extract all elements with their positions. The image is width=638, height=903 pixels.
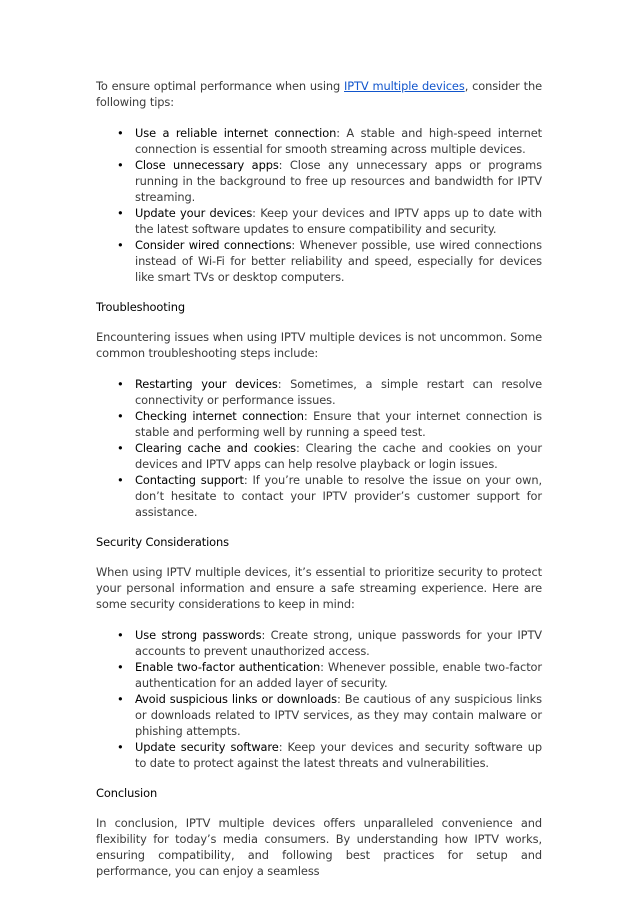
list-item xyxy=(96,408,542,440)
bullet-icon: • xyxy=(117,377,124,391)
intro-paragraph xyxy=(96,78,542,110)
troubleshooting-paragraph: Encountering issues when using IPTV multiple devices is not uncommon. Some common troubleshooting steps include: xyxy=(96,330,542,360)
list-item-term: Use strong passwords xyxy=(135,628,262,642)
list-item-term: Use a reliable internet connection xyxy=(135,126,337,140)
list-item xyxy=(96,739,542,771)
bullet-icon: • xyxy=(117,740,124,754)
list-item-term: Avoid suspicious links or downloads xyxy=(135,692,338,706)
security-list xyxy=(96,627,542,771)
list-item xyxy=(96,125,542,157)
list-item-text: : If you’re unable to resolve the issue on your own, don’t hesitate to contact your IPTV provider’s customer support for assistance. xyxy=(135,473,542,519)
list-item xyxy=(96,440,542,472)
list-item-term: Update your devices xyxy=(135,206,253,220)
list-item-text: : Whenever possible, enable two-factor authentication for an added layer of security. xyxy=(135,660,543,690)
bullet-icon: • xyxy=(117,126,124,140)
conclusion-paragraph: In conclusion, IPTV multiple devices offers unparalleled convenience and flexibility for today’s media consumers. By understanding how IPTV works, ensuring compatibility, and following best practices for setup and performance, you can enjoy a seamless xyxy=(96,816,542,878)
list-item-term: Contacting support xyxy=(135,473,244,487)
tips-list xyxy=(96,125,542,285)
bullet-icon: • xyxy=(117,409,124,423)
list-item xyxy=(96,157,542,205)
list-item xyxy=(96,691,542,739)
list-item xyxy=(96,237,542,285)
list-item xyxy=(96,205,542,237)
troubleshooting-heading: Troubleshooting xyxy=(96,300,185,314)
list-item-text: : Keep your devices and security software up to date to protect against the latest threats and vulnerabilities. xyxy=(135,740,542,770)
list-item-term: Restarting your devices xyxy=(135,377,278,391)
security-paragraph: When using IPTV multiple devices, it’s essential to prioritize security to protect your personal information and ensure a safe streaming experience. Here are some security considerations to keep in mind: xyxy=(96,565,542,611)
iptv-multiple-devices-link[interactable]: IPTV multiple devices xyxy=(344,79,465,93)
list-item-term: Update security software xyxy=(135,740,279,754)
list-item-term: Enable two-factor authentication xyxy=(135,660,321,674)
list-item-text: : Sometimes, a simple restart can resolve connectivity or performance issues. xyxy=(135,377,542,407)
intro-text-after: , consider the following tips: xyxy=(96,79,542,109)
list-item-term: Consider wired connections xyxy=(135,238,292,252)
list-item-text: : Close any unnecessary apps or programs running in the background to free up resources and bandwidth for IPTV streaming. xyxy=(135,158,543,204)
list-item-text: : A stable and high-speed internet connection is essential for smooth streaming across multiple devices. xyxy=(135,126,542,156)
list-item-text: : Create strong, unique passwords for your IPTV accounts to prevent unauthorized access. xyxy=(135,628,542,658)
list-item-text: : Be cautious of any suspicious links or downloads related to IPTV services, as they may contain malware or phishing attempts. xyxy=(135,692,542,738)
list-item-text: : Clearing the cache and cookies on your devices and IPTV apps can help resolve playback or login issues. xyxy=(135,441,542,471)
list-item xyxy=(96,376,542,408)
bullet-icon: • xyxy=(117,158,124,172)
list-item xyxy=(96,472,542,520)
conclusion-heading: Conclusion xyxy=(96,786,158,800)
list-item xyxy=(96,627,542,659)
security-heading: Security Considerations xyxy=(96,535,229,549)
bullet-icon: • xyxy=(117,473,124,487)
troubleshooting-list xyxy=(96,376,542,520)
list-item xyxy=(96,659,542,691)
list-item-text: : Whenever possible, use wired connections instead of Wi-Fi for better reliability and speed, especially for devices like smart TVs or desktop computers. xyxy=(135,238,542,284)
list-item-term: Clearing cache and cookies xyxy=(135,441,296,455)
list-item-term: Checking internet connection xyxy=(135,409,304,423)
intro-text-before: To ensure optimal performance when using xyxy=(96,79,345,93)
bullet-icon: • xyxy=(117,660,124,674)
bullet-icon: • xyxy=(117,441,124,455)
bullet-icon: • xyxy=(117,692,124,706)
list-item-term: Close unnecessary apps xyxy=(135,158,279,172)
bullet-icon: • xyxy=(117,628,124,642)
list-item-text: : Ensure that your internet connection is stable and performing well by running a speed test. xyxy=(135,409,542,439)
bullet-icon: • xyxy=(117,206,124,220)
bullet-icon: • xyxy=(117,238,124,252)
list-item-text: : Keep your devices and IPTV apps up to date with the latest software updates to ensure compatibility and security. xyxy=(135,206,542,236)
